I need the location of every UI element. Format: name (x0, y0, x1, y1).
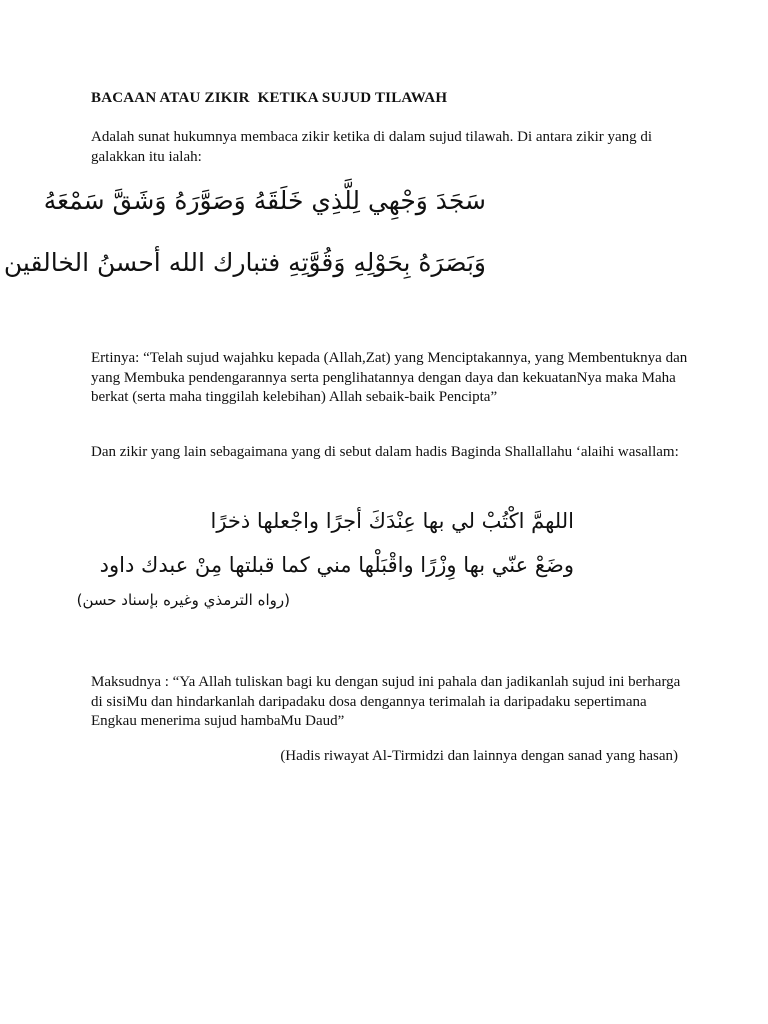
intro-paragraph: Adalah sunat hukumnya membaca zikir ketika di dalam sujud tilawah. Di antara zikir yang di galakkan itu ialah: (91, 129, 653, 165)
arabic-dua-line-2: وَبَصَرَهُ بِحَوْلِهِ وَقُوَّتِهِ فتبارك الله أحسنُ الخالقين (3, 248, 486, 277)
page-title: BACAAN ATAU ZIKIR KETIKA SUJUD TILAWAH (91, 90, 448, 106)
arabic-dua-line-1: سَجَدَ وَجْهِي لِلَّذِي خَلَقَهُ وَصَوَّرَهُ وَشَقَّ سَمْعَهُ (43, 186, 486, 215)
arabic-narration-note: (رواه الترمذي وغيره بإسناد حسن) (76, 591, 290, 609)
hadith-source-note: (Hadis riwayat Al-Tirmidzi dan lainnya dengan sanad yang hasan) (280, 748, 678, 764)
arabic-dua-2-line-1: اللهمَّ اكْتُبْ لي بها عِنْدَكَ أجرًا واجْعلها ذخرًا (210, 509, 574, 533)
second-intro-paragraph: Dan zikir yang lain sebagaimana yang di sebut dalam hadis Baginda Shallallahu ‘alaihi wasallam: (91, 444, 679, 460)
ertinya-paragraph: Ertinya: “Telah sujud wajahku kepada (Allah,Zat) yang Menciptakannya, yang Membentuknya dan yang Membuka pendengarannya serta penglihatannya dengan daya dan kekuatanNya maka Maha berkat (serta maha tinggilah kelebihan) Allah sebaik-baik Pencipta” (91, 350, 688, 405)
arabic-dua-2-line-2: وضَعْ عنّي بها وِزْرًا واقْبَلْها مني كما قبلتها مِنْ عبدك داود (99, 553, 574, 577)
maksudnya-paragraph: Maksudnya : “Ya Allah tuliskan bagi ku dengan sujud ini pahala dan jadikanlah sujud ini berharga di sisiMu dan hindarkanlah daripadaku dosa dengannya terimalah ia daripadaku sepertimana Engkau menerima sujud hambaMu Daud” (91, 674, 681, 729)
